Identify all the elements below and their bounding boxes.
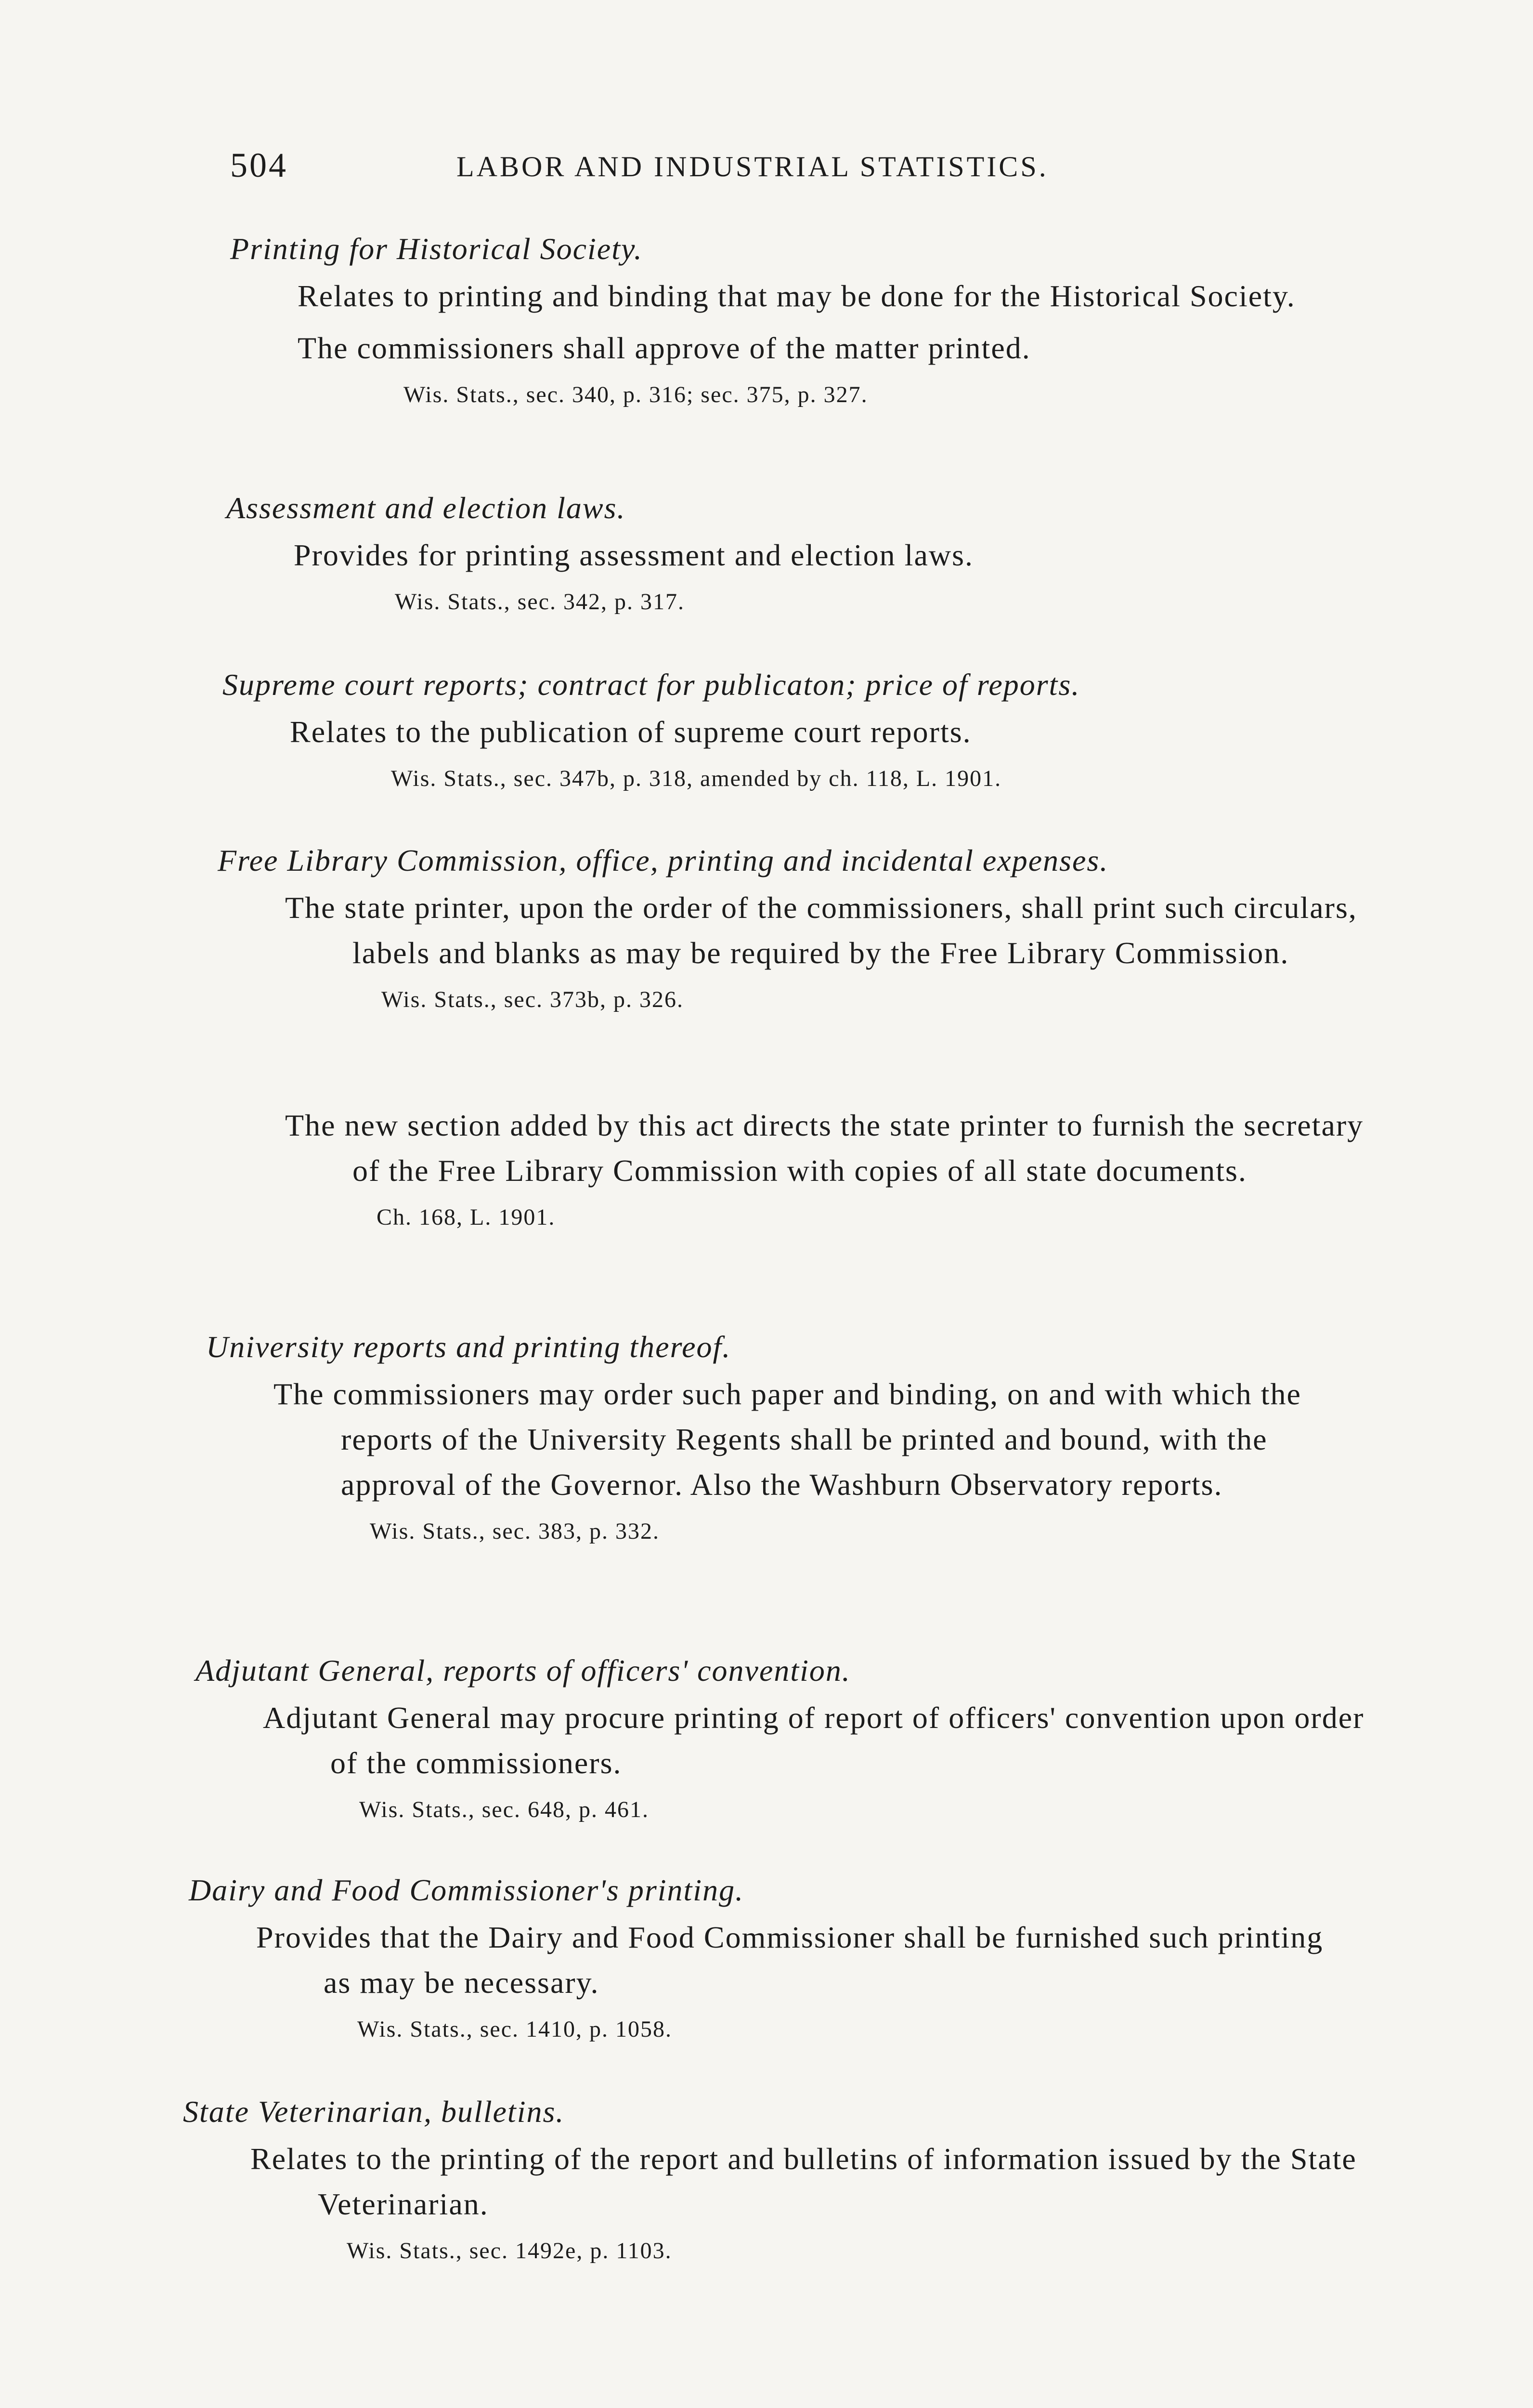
entry-free-library-commission: [218, 843, 1373, 1013]
entry-heading: Printing for Historical Society.: [230, 232, 643, 266]
entry-paragraph: Relates to the printing of the report and bulletins of information issued by the State Veterinarian.: [250, 2142, 1357, 2221]
entry-historical-society: [230, 231, 1386, 408]
entry-citation: Wis. Stats., sec. 648, p. 461.: [359, 1797, 650, 1822]
running-title: LABOR AND INDUSTRIAL STATISTICS.: [456, 151, 1049, 183]
page-header: [230, 145, 1193, 189]
entry-university-reports: [206, 1329, 1371, 1544]
entry-assessment-election: [226, 490, 1382, 615]
entry-paragraph: The commissioners shall approve of the matter printed.: [298, 331, 1031, 365]
entry-paragraph: The state printer, upon the order of the commissioners, shall print such circulars, labels and blanks as may be required by the Free Library Commission.: [285, 890, 1357, 970]
entry-paragraph: Provides that the Dairy and Food Commissioner shall be furnished such printing as may be necessary.: [256, 1920, 1324, 2000]
entry-paragraph: Relates to the publication of supreme court reports.: [290, 715, 972, 749]
entry-paragraph: Relates to printing and binding that may be done for the Historical Society.: [298, 279, 1296, 313]
entry-free-library-amendment: [218, 1103, 1373, 1230]
entry-dairy-food-commissioner: [189, 1872, 1359, 2042]
entry-citation: Wis. Stats., sec. 383, p. 332.: [370, 1518, 660, 1544]
entry-adjutant-general: [195, 1653, 1365, 1823]
entry-citation: Wis. Stats., sec. 342, p. 317.: [395, 589, 685, 615]
entry-heading: State Veterinarian, bulletins.: [183, 2094, 565, 2129]
entry-state-veterinarian: [183, 2094, 1358, 2264]
entry-citation: Ch. 168, L. 1901.: [377, 1204, 556, 1230]
entry-paragraph: Adjutant General may procure printing of report of officers' convention upon order of the commissioners.: [263, 1701, 1364, 1780]
entry-heading: Free Library Commission, office, printing and incidental expenses.: [218, 843, 1109, 877]
entry-citation: Wis. Stats., sec. 1492e, p. 1103.: [347, 2238, 672, 2264]
entry-heading: University reports and printing thereof.: [206, 1330, 731, 1364]
entry-paragraph: Provides for printing assessment and election laws.: [294, 538, 974, 572]
entry-citation: Wis. Stats., sec. 373b, p. 326.: [381, 987, 684, 1012]
entry-citation: Wis. Stats., sec. 347b, p. 318, amended by ch. 118, L. 1901.: [391, 766, 1002, 791]
entry-heading: Assessment and election laws.: [226, 491, 626, 525]
page-number: 504: [230, 146, 288, 184]
entry-citation: Wis. Stats., sec. 340, p. 316; sec. 375, p. 327.: [403, 382, 868, 407]
entry-heading: Adjutant General, reports of officers' convention.: [195, 1653, 851, 1688]
entry-heading: Dairy and Food Commissioner's printing.: [189, 1873, 744, 1907]
entry-citation: Wis. Stats., sec. 1410, p. 1058.: [357, 2016, 673, 2042]
entry-supreme-court-reports: [222, 667, 1378, 792]
entry-paragraph: The new section added by this act directs the state printer to furnish the secretary of the Free Library Commission with copies of all state documents.: [285, 1108, 1364, 1188]
entry-paragraph: The commissioners may order such paper and binding, on and with which the reports of the University Regents shall be printed and bound, with the approval of the Governor. Also the Washburn Observatory reports.: [273, 1377, 1301, 1502]
entry-heading: Supreme court reports; contract for publicaton; price of reports.: [222, 667, 1080, 702]
